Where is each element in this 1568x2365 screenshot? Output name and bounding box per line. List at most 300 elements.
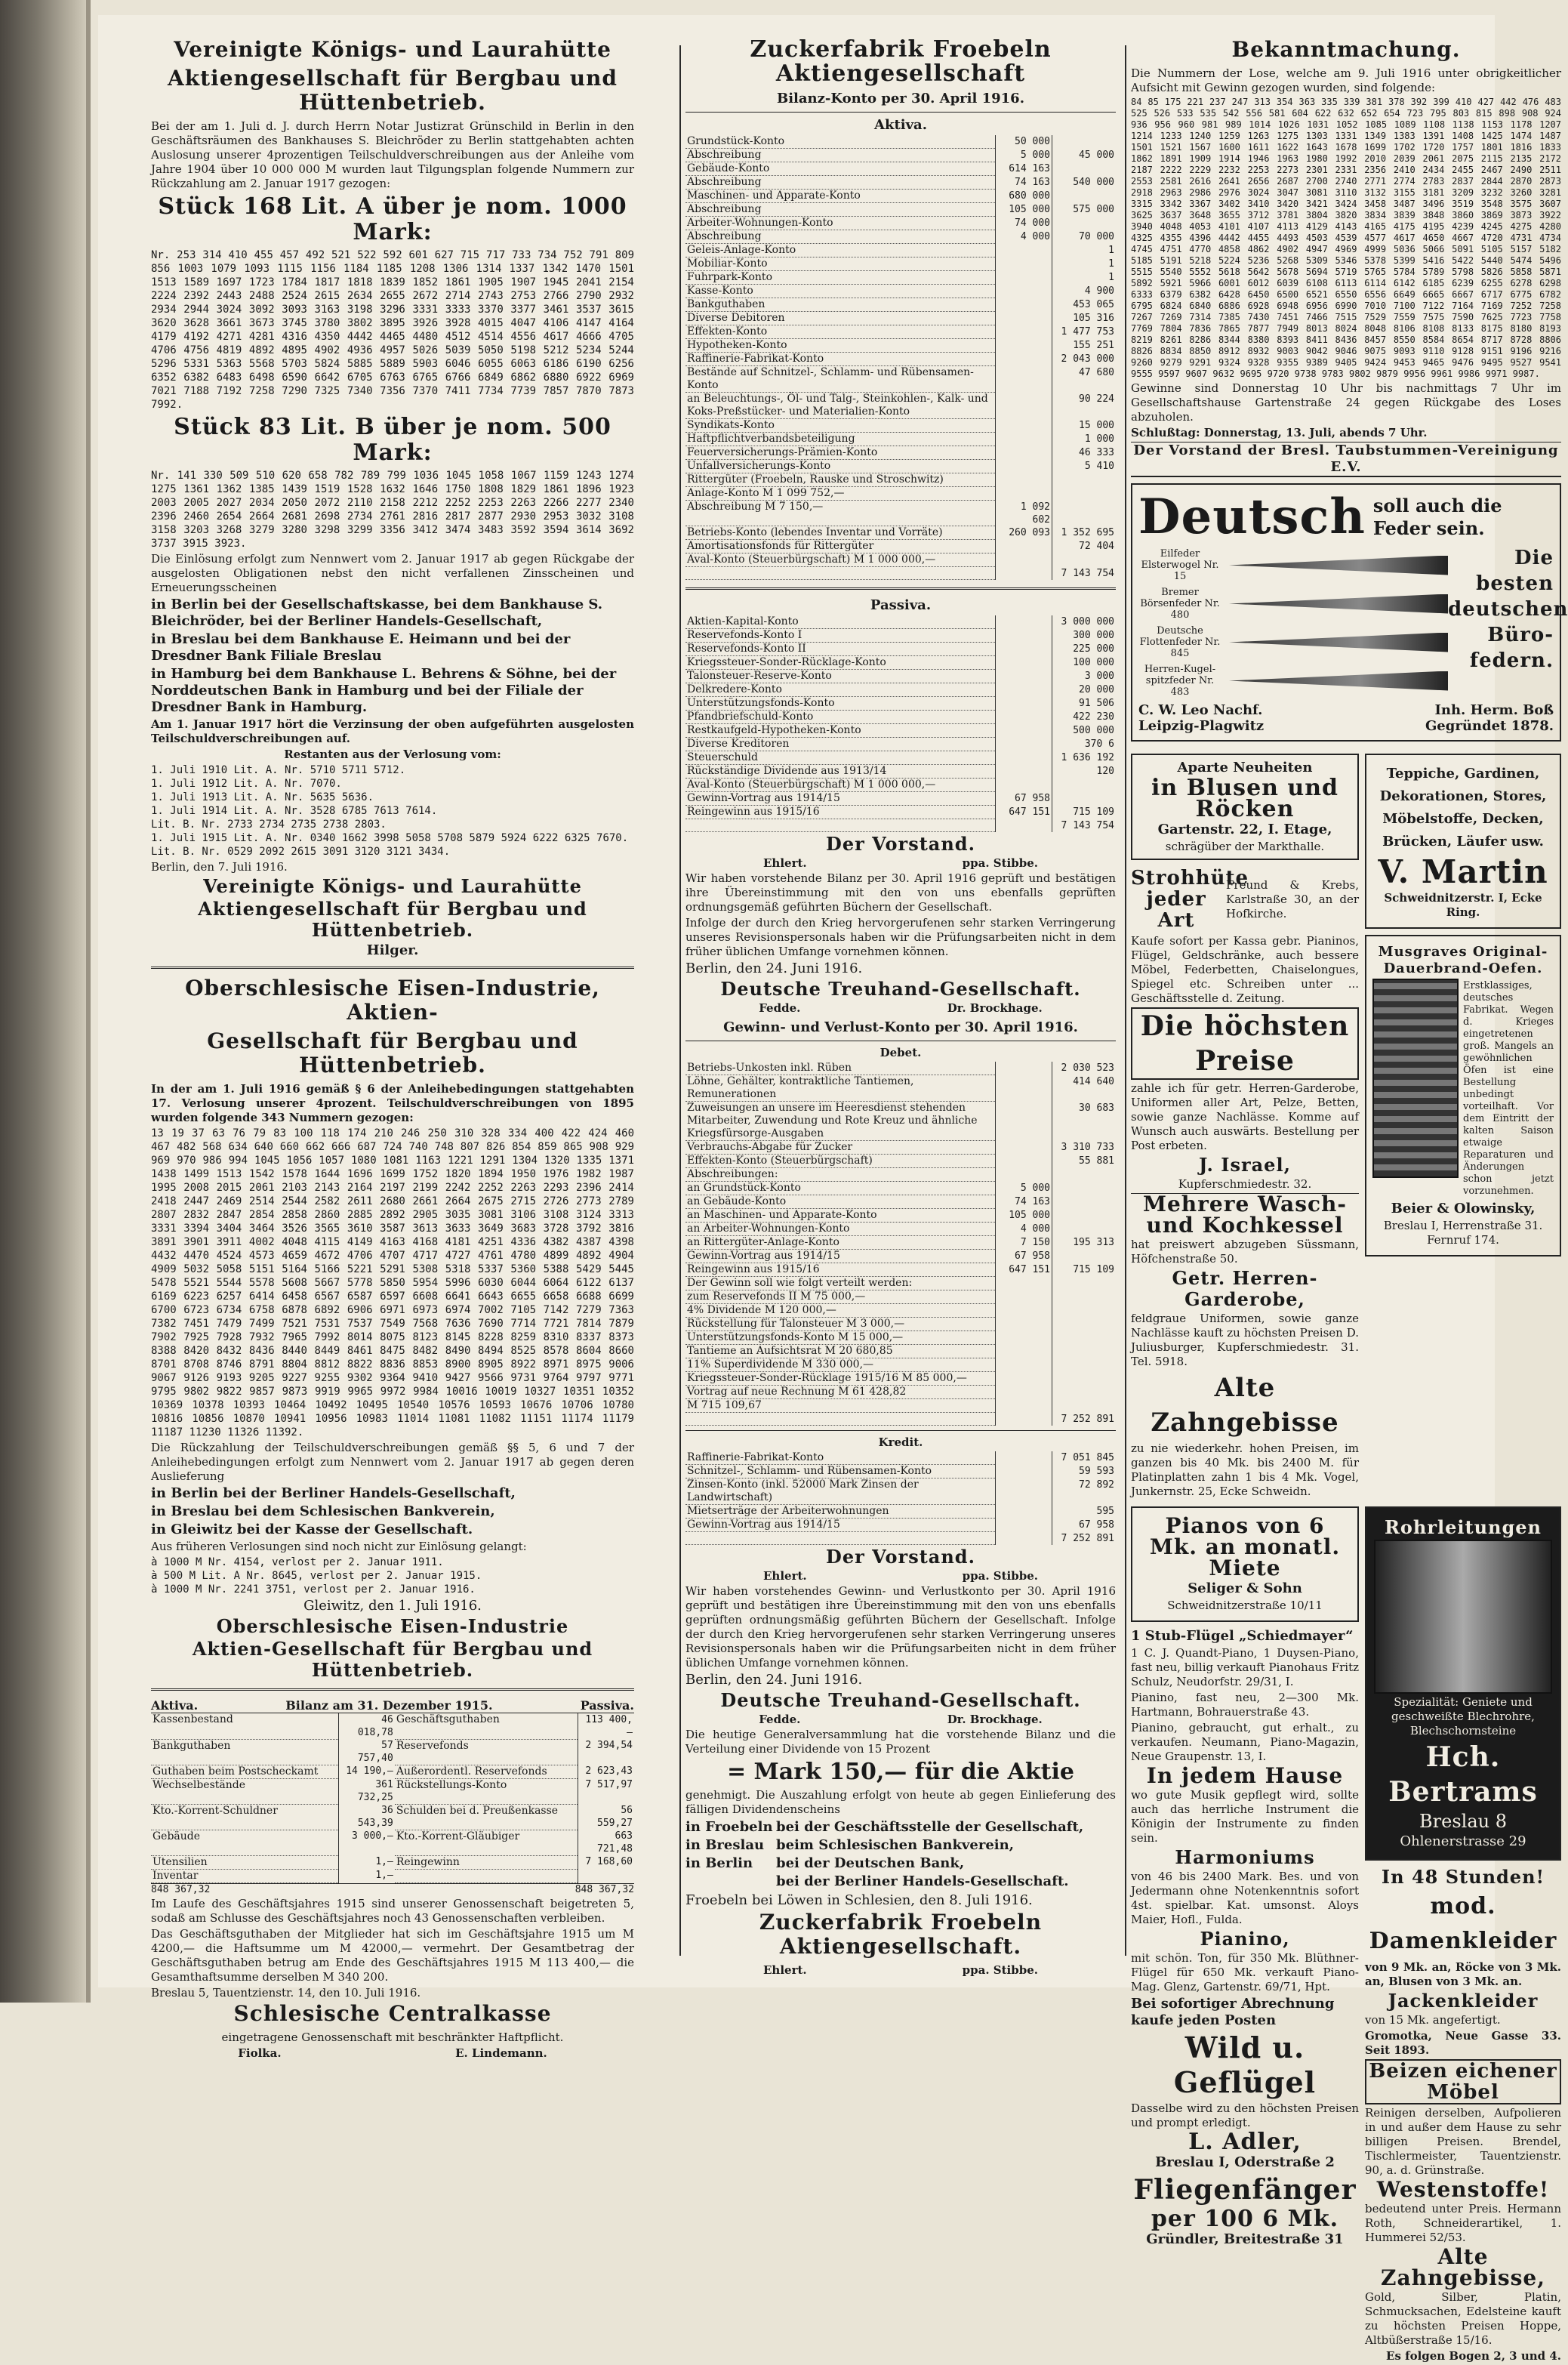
balance-left-value: 36 543,39 — [338, 1804, 395, 1830]
ledger-row — [685, 1223, 1116, 1236]
divider — [151, 1688, 634, 1691]
ledger-label: Unterstützungsfonds-Konto — [685, 697, 996, 711]
payout-city: in Breslau — [685, 1837, 765, 1853]
ad-text: Schweidnitzerstraße 10/11 — [1167, 1599, 1323, 1612]
ledger-total: 45 000 — [1052, 149, 1117, 162]
ledger-amount: 614 163 — [996, 162, 1052, 176]
ledger-row — [685, 724, 1116, 738]
audit-text: Wir haben vorstehende Bilanz per 30. April 1916 geprüft und bestätigen ihre Übereinstimmung mit den von uns ebenfalls geprüften ordnungsgemäß geführten Büchern der Gesellschaft. — [685, 871, 1116, 914]
ad-city: Breslau 8 — [1419, 1811, 1507, 1832]
book-binding — [0, 0, 91, 2003]
ledger-amount: 67 958 — [996, 1250, 1052, 1263]
ledger-label: 11% Superdividende M 330 000,— — [685, 1358, 996, 1372]
ad-text: Spezialität: Geniete und geschweißte Blechrohre, Blechschornsteine — [1391, 1695, 1535, 1738]
audit-text: Infolge der durch den Krieg hervorgerufenen sehr starken Verringerung unseres Revisionspersonals haben wir die Prüfungsarbeiten nicht in dem früher üblichen Umfange vornehmen können. — [685, 916, 1116, 958]
ledger-total — [1052, 1277, 1117, 1290]
ledger-row — [685, 670, 1116, 683]
ledger-row — [685, 244, 1116, 257]
ad-headline: Mehrere Wasch- und Kochkessel — [1131, 1193, 1359, 1236]
earlier-draw-line: à 500 M Lit. A Nr. 8645, verlost per 2. Januar 1915. — [151, 1570, 482, 1582]
ledger-amount — [996, 244, 1052, 257]
ledger-total: 55 881 — [1052, 1155, 1117, 1168]
balance-left-label: Guthaben beim Postscheckamt — [151, 1765, 338, 1778]
ledger-row — [685, 540, 1116, 553]
ad-text: hat preiswert abzugeben Süssmann, Höfchenstraße 50. — [1131, 1238, 1359, 1266]
auditor-name: Deutsche Treuhand-Gesellschaft. — [720, 978, 1081, 1000]
notice-title: Aktiengesellschaft für Bergbau und Hüttenbetrieb. — [168, 66, 618, 115]
balance-passiva-label: Passiva. — [580, 1698, 634, 1713]
balance-right-label: Kto.-Korrent-Gläubiger — [395, 1830, 578, 1855]
ad-carpets — [1365, 754, 1561, 929]
notice-oberschlesische — [151, 976, 634, 1681]
balance-subtitle: Bilanz-Konto per 30. April 1916. — [777, 91, 1024, 106]
column-rule — [679, 45, 681, 1956]
pen-label: Herren-Kugel-spitzfeder Nr. 483 — [1144, 664, 1216, 698]
audit-text: Wir haben vorstehendes Gewinn- und Verlustkonto per 30. April 1916 geprüft und bestätigen ihre Übereinstimmung mit den von uns ebenfalls geprüften ordnungsmäßig geführten Büchern der Gesellschaft. Infolge der durch den Krieg hervorgerufenen sehr starken Verringerung unseres Revisionspersonals haben wir die Prüfungsarbeiten nicht in dem früher üblichen Umfange vornehmen können. — [685, 1584, 1116, 1670]
ad-headline: Pianino, — [1200, 1928, 1290, 1950]
board-heading: Der Vorstand. — [826, 833, 975, 855]
ledger-row — [685, 1209, 1116, 1223]
pen-nib-icon — [1229, 671, 1448, 691]
divider — [685, 1430, 1116, 1431]
ledger-row — [685, 162, 1116, 176]
ledger-total — [1052, 1168, 1117, 1182]
balance-right-value: 113 400,— — [578, 1713, 635, 1739]
balance-left-label: Bankguthaben — [151, 1739, 338, 1765]
ledger-amount — [996, 419, 1052, 433]
ledger-label: Rittergüter (Froebeln, Rauske und Stroschwitz) — [685, 473, 996, 487]
notice-date: Gleiwitz, den 1. Juli 1916. — [303, 1598, 482, 1614]
ad-text: Gold, Silber, Platin, Schmucksachen, Edelsteine kauft zu höchsten Preisen Hoppe, Altbüßerstraße 15/16. — [1365, 2290, 1561, 2347]
ledger-label: Kasse-Konto — [685, 285, 996, 298]
notice-title: Vereinigte Königs- und Laurahütte — [174, 37, 611, 62]
report-text: Im Laufe des Geschäftsjahres 1915 sind unserer Genossenschaft beigetreten 5, sodaß am Schlusse des Geschäftsjahres noch 43 Genossenschaften verbleiben. — [151, 1896, 634, 1925]
ledger-total: 155 251 — [1052, 339, 1117, 353]
ledger-label: Reservefonds-Konto II — [685, 643, 996, 656]
ledger-amount — [996, 1141, 1052, 1155]
ledger-total: 70 000 — [1052, 230, 1117, 244]
ledger-total — [1052, 1182, 1117, 1195]
notice-title: Gesellschaft für Bergbau und Hüttenbetrieb. — [207, 1028, 578, 1078]
ad-company: Gromotka, Neue Gasse 33. Seit 1893. — [1365, 2029, 1561, 2057]
ad-text: 1 C. J. Quandt-Piano, 1 Duysen-Piano, fast neu, billig verkauft Pianohaus Fritz Schulz, Neudorfstr. 29/31, I. — [1131, 1646, 1360, 1688]
ledger-total: 422 230 — [1052, 711, 1117, 724]
ledger-label: Raffinerie-Fabrikat-Konto — [685, 353, 996, 366]
ledger-total: 575 000 — [1052, 203, 1117, 217]
ledger-total — [1052, 1209, 1117, 1223]
ad-headline: Alte Zahngebisse, — [1381, 2244, 1545, 2290]
ledger-total — [1052, 779, 1117, 792]
payment-location: in Berlin bei der Gesellschaftskasse, bei dem Bankhause S. Bleichröder, bei der Berliner Handels-Gesellschaft, — [151, 597, 603, 629]
balance-title: Bilanz am 31. Dezember 1915. — [285, 1698, 493, 1713]
ledger-label: zum Reservefonds II M 75 000,— — [685, 1290, 996, 1304]
ledger-amount — [996, 1372, 1052, 1386]
ledger-row — [685, 1413, 1116, 1426]
ledger-total: 105 316 — [1052, 312, 1117, 325]
ledger-amount — [996, 1465, 1052, 1479]
announcement-title: Bekanntmachung. — [1231, 37, 1461, 62]
ledger-label: Abschreibungen: — [685, 1168, 996, 1182]
passiva-table — [685, 615, 1116, 832]
ledger-total: 5 410 — [1052, 460, 1117, 473]
ad-headline: Westenstoffe! — [1376, 2177, 1550, 2202]
kredit-table — [685, 1451, 1116, 1545]
ledger-label: Bestände auf Schnitzel-, Schlamm- und Rübensamen-Konto — [685, 366, 996, 393]
ledger-amount — [996, 683, 1052, 697]
ledger-label: Vortrag auf neue Rechnung M 61 428,82 — [685, 1386, 996, 1399]
ledger-total: 715 109 — [1052, 806, 1117, 819]
ledger-label: an Gebäude-Konto — [685, 1195, 996, 1209]
ad-text: Bei sofortiger Abrechnung kaufe jeden Posten — [1131, 1996, 1335, 2028]
ledger-label — [685, 567, 996, 580]
ledger-total: 1 — [1052, 244, 1117, 257]
ledger-label: Delkredere-Konto — [685, 683, 996, 697]
ledger-total: 1 — [1052, 271, 1117, 285]
payout-city: in Berlin — [685, 1855, 753, 1871]
ad-company: C. W. Leo Nachf. — [1138, 702, 1263, 718]
ledger-label: Abschreibung — [685, 176, 996, 190]
ledger-amount: 4 000 — [996, 1223, 1052, 1236]
ad-headline: Die höchsten Preise — [1131, 1007, 1359, 1080]
auditor-name: Deutsche Treuhand-Gesellschaft. — [720, 1689, 1081, 1711]
ledger-total: 370 6 — [1052, 738, 1117, 751]
ledger-total: 540 000 — [1052, 176, 1117, 190]
ledger-total — [1052, 473, 1117, 487]
ledger-total: 30 683 — [1052, 1102, 1117, 1141]
ledger-amount — [996, 1399, 1052, 1413]
ledger-total: 7 143 754 — [1052, 819, 1117, 832]
ledger-amount — [996, 629, 1052, 643]
balance-right-label — [395, 1869, 578, 1882]
ledger-label: Gebäude-Konto — [685, 162, 996, 176]
pen-nib-icon — [1229, 594, 1448, 614]
ledger-amount — [996, 271, 1052, 285]
binding-edge — [86, 0, 91, 2003]
ad-headline: In jedem Hause — [1146, 1763, 1344, 1788]
balance-left-value: 57 757,40 — [338, 1739, 395, 1765]
signatory: Ehlert. — [763, 1963, 807, 1977]
ledger-row — [685, 806, 1116, 819]
ledger-label: Steuerschuld — [685, 751, 996, 765]
ad-headline: Getr. Herren-Garderobe, — [1172, 1267, 1318, 1310]
signatory: Fedde. — [759, 1001, 801, 1015]
ledger-row — [685, 738, 1116, 751]
ledger-amount — [996, 325, 1052, 339]
ad-text: Gründler, Breitestraße 31 — [1146, 2231, 1344, 2247]
signatory: Hilger. — [366, 942, 419, 958]
ledger-label: Betriebs-Unkosten inkl. Rüben — [685, 1062, 996, 1075]
ledger-amount — [996, 1386, 1052, 1399]
balance-right-label: Außerordentl. Reservefonds — [395, 1765, 578, 1778]
notice-date: Berlin, den 7. Juli 1916. — [151, 860, 288, 874]
pen-nib-icon — [1229, 556, 1448, 575]
ledger-row — [685, 1318, 1116, 1331]
ad-headline: Deutsch — [1138, 489, 1366, 545]
ad-headline: 1 Stub-Flügel „Schiedmayer“ — [1131, 1628, 1354, 1644]
notice-intro: Bei der am 1. Juli d. J. durch Herrn Notar Justizrat Grünschild in Berlin in den Geschäftsräumen des Bankhauses S. Bleichröder zu Berlin stattgehabten achten Auslosung unserer 4prozentigen Teilschuldverschreibungen aus der Anleihe vom Jahre 1904 über 10 000 000 M wurden laut Tilgungsplan folgende Nummern zur Rückzahlung am 2. Januar 1917 gezogen: — [151, 119, 634, 190]
ledger-total: 90 224 — [1052, 393, 1117, 419]
ledger-row — [685, 1479, 1116, 1505]
pen-label: Bremer Börsenfeder Nr. 480 — [1140, 587, 1220, 621]
ledger-total — [1052, 1250, 1117, 1263]
ledger-amount — [996, 298, 1052, 312]
ledger-label: Talonsteuer-Reserve-Konto — [685, 670, 996, 683]
ledger-total: 2 030 523 — [1052, 1062, 1117, 1075]
ledger-amount: 50 000 — [996, 135, 1052, 149]
ledger-row — [685, 656, 1116, 670]
ad-stoves — [1365, 935, 1561, 1257]
lot-heading: Stück 83 Lit. B über je nom. 500 Mark: — [174, 414, 611, 466]
payout-city: in Froebeln — [685, 1819, 773, 1835]
interest-note: Am 1. Januar 1917 hört die Verzinsung der oben aufgeführten ausgelosten Teilschuldverschreibungen auf. — [151, 717, 634, 745]
dividend-amount: = Mark 150,— für die Aktie — [726, 1759, 1075, 1785]
ledger-amount — [996, 393, 1052, 419]
ledger-amount — [996, 1451, 1052, 1465]
ledger-amount — [996, 1479, 1052, 1505]
ledger-amount — [996, 1277, 1052, 1290]
number-list: Nr. 141 330 509 510 620 658 782 789 799 1036 1045 1058 1067 1159 1243 1274 1275 1361 1362 1385 1439 1519 1528 1632 1646 1750 1808 1829 1861 1896 1923 2003 2005 2027 2034 2050 2072 2110 2158 2212 2252 2253 2263 2266 2277 2340 2396 2460 2654 2664 2681 2698 2734 2761 2816 2817 2877 2930 2953 3032 3108 3158 3203 3268 3279 3280 3298 3299 3356 3412 3474 3483 3592 3594 3614 3692 3737 3915 3923. — [151, 470, 634, 550]
ledger-amount — [996, 339, 1052, 353]
balance-right-label: Geschäftsguthaben — [395, 1713, 578, 1739]
ledger-row — [685, 325, 1116, 339]
ledger-label: Feuerversicherungs-Prämien-Konto — [685, 446, 996, 460]
ledger-total: 1 — [1052, 257, 1117, 271]
aktiva-heading: Aktiva. — [874, 117, 927, 133]
ledger-total: 47 680 — [1052, 366, 1117, 393]
ledger-row — [685, 366, 1116, 393]
number-list: Nr. 253 314 410 455 457 492 521 522 592 601 627 715 717 733 734 752 791 809 856 1003 1079 1093 1115 1156 1184 1185 1208 1306 1314 1337 1342 1470 1501 1513 1589 1697 1723 1784 1817 1818 1839 1852 1861 1905 1907 1945 2041 2154 2224 2392 2443 2488 2524 2615 2634 2655 2672 2714 2743 2753 2766 2790 2932 2934 2944 3024 3092 3093 3163 3198 3296 3331 3333 3370 3377 3461 3537 3615 3620 3628 3661 3673 3745 3780 3802 3895 3926 3928 4015 4047 4106 4147 4164 4179 4192 4271 4281 4316 4350 4442 4465 4480 4512 4514 4556 4617 4666 4705 4706 4756 4819 4892 4895 4902 4936 4957 5026 5039 5050 5198 5212 5234 5244 5296 5331 5363 5568 5703 5824 5885 5889 5903 6046 6055 6063 6186 6190 6256 6352 6382 6483 6498 6590 6642 6705 6763 6765 6766 6849 6862 6880 6922 6969 7021 7188 7192 7258 7290 7325 7340 7356 7370 7411 7734 7739 7857 7870 7873 7992. — [151, 249, 634, 411]
ledger-label: Diverse Debitoren — [685, 312, 996, 325]
ledger-total — [1052, 487, 1117, 501]
ledger-row — [685, 1372, 1116, 1386]
ad-headline: Beizen eichener Möbel — [1365, 2059, 1561, 2104]
ledger-amount — [996, 433, 1052, 446]
ledger-row — [685, 501, 1116, 526]
ad-address: Ohlenerstrasse 29 — [1400, 1833, 1526, 1849]
ledger-amount — [996, 366, 1052, 393]
pen-item — [1138, 587, 1448, 621]
ledger-amount — [996, 1345, 1052, 1358]
payment-location: in Breslau bei dem Schlesischen Bankverein, — [151, 1503, 495, 1519]
ledger-amount — [996, 697, 1052, 711]
ledger-total — [1052, 553, 1117, 567]
ad-text: Schweidnitzerstr. I, Ecke Ring. — [1384, 891, 1542, 919]
ledger-label — [685, 819, 996, 832]
notice-koenigs-laurahuette — [151, 38, 634, 959]
ledger-amount: 74 163 — [996, 176, 1052, 190]
balance-left-value: 361 732,25 — [338, 1778, 395, 1804]
signatory: Dr. Brockhage. — [947, 1001, 1043, 1015]
ledger-total — [1052, 1386, 1117, 1399]
ledger-label: Mobiliar-Konto — [685, 257, 996, 271]
ledger-label: Effekten-Konto — [685, 325, 996, 339]
ledger-total — [1052, 1372, 1117, 1386]
ledger-amount — [996, 285, 1052, 298]
pipe-illustration — [1374, 1540, 1552, 1694]
ledger-label: Diverse Kreditoren — [685, 738, 996, 751]
ledger-row — [685, 1155, 1116, 1168]
ledger-amount — [996, 567, 1052, 580]
ledger-label: an Grundstück-Konto — [685, 1182, 996, 1195]
dividend-text: genehmigt. Die Auszahlung erfolgt von heute ab gegen Einlieferung des fälligen Dividendenscheins — [685, 1788, 1116, 1816]
ledger-total: 59 593 — [1052, 1465, 1117, 1479]
ledger-total: 715 109 — [1052, 1263, 1117, 1277]
ledger-amount — [996, 487, 1052, 501]
ledger-label: Abschreibung — [685, 203, 996, 217]
remnants-heading: Restanten aus der Verlosung vom: — [284, 748, 501, 761]
ad-tagline: soll auch die Feder sein. — [1372, 495, 1502, 539]
number-list: 13 19 37 63 76 79 83 100 118 174 210 246 250 310 328 334 400 422 424 460 467 482 568 634 640 660 662 666 687 724 740 748 807 826 854 859 865 908 929 969 970 986 994 1045 1056 1057 1080 1081 1163 1221 1291 1304 1320 1335 1371 1438 1499 1513 1542 1578 1644 1696 1699 1752 1820 1894 1950 1976 1982 1987 1995 2008 2015 2061 2103 2143 2164 2197 2199 2242 2252 2263 2293 2396 2414 2418 2447 2469 2514 2544 2582 2611 2680 2661 2664 2675 2715 2726 2773 2789 2807 2832 2847 2854 2858 2860 2885 2892 2905 3035 3081 3106 3108 3124 3313 3331 3394 3404 3464 3526 3565 3610 3587 3613 3633 3649 3683 3728 3792 3816 3891 3901 3911 4002 4048 4115 4149 4163 4168 4181 4251 4336 4382 4387 4398 4432 4470 4524 4573 4659 4672 4706 4707 4717 4727 4761 4780 4899 4892 4904 4909 5032 5058 5151 5164 5166 5221 5291 5308 5318 5337 5360 5388 5429 5445 5478 5521 5544 5578 5608 5667 5778 5850 5954 5996 6030 6044 6064 6122 6137 6169 6223 6257 6414 6458 6567 6587 6597 6608 6641 6643 6655 6658 6688 6699 6700 6723 6734 6758 6878 6892 6906 6971 6973 6974 7002 7105 7142 7279 7363 7382 7451 7479 7499 7521 7531 7537 7549 7568 7636 7690 7714 7721 7814 7879 7902 7925 7928 7932 7965 7992 8014 8075 8123 8145 8228 8259 8310 8337 8373 8388 8420 8432 8436 8440 8449 8461 8475 8482 8490 8494 8525 8578 8604 8660 8701 8708 8746 8791 8804 8812 8822 8836 8853 8900 8905 8922 8971 8975 9006 9067 9126 9193 9205 9227 9255 9302 9364 9410 9427 9566 9731 9764 9797 9771 9795 9802 9822 9857 9873 9919 9965 9972 9984 10016 10019 10327 10351 10352 10369 10378 10393 10464 10492 10495 10540 10576 10593 10676 10706 10780 10816 10856 10870 10941 10956 10983 11014 11081 11082 11151 11174 11179 11187 11230 11326 11392. — [151, 1127, 634, 1438]
payment-location: in Breslau bei dem Bankhause E. Heimann und bei der Dresdner Bank Filiale Breslau — [151, 631, 571, 664]
ad-headline: Wild u. Geflügel — [1173, 2030, 1317, 2099]
ledger-row — [685, 312, 1116, 325]
notice-date: Breslau 5, Tauentzienstr. 14, den 10. Juli 1916. — [151, 1985, 421, 2000]
ad-price: per 100 6 Mk. — [1151, 2206, 1339, 2232]
ledger-row — [685, 230, 1116, 244]
balance-right-value: 2 394,54 — [578, 1739, 635, 1765]
pen-nib-icon — [1229, 633, 1448, 652]
balance-aktiva-label: Aktiva. — [151, 1698, 199, 1713]
ledger-total: 3 310 733 — [1052, 1141, 1117, 1155]
ledger-total — [1052, 190, 1117, 203]
ledger-row — [685, 1519, 1116, 1532]
ledger-total: 91 506 — [1052, 697, 1117, 711]
passiva-heading: Passiva. — [870, 597, 932, 613]
ledger-row — [685, 765, 1116, 779]
ad-blouses — [1131, 754, 1359, 860]
pen-item — [1138, 548, 1448, 582]
ledger-row — [685, 779, 1116, 792]
balance-right-label: Schulden bei d. Preußenkasse — [395, 1804, 578, 1830]
ledger-total: 595 — [1052, 1505, 1117, 1519]
ledger-label: Bankguthaben — [685, 298, 996, 312]
column-rule — [1125, 45, 1126, 1956]
earlier-draw-line: à 1000 M Nr. 4154, verlost per 2. Januar 1911. — [151, 1556, 444, 1568]
ad-headline: Alte Zahngebisse — [1151, 1373, 1339, 1438]
remnant-line: Lit. B. Nr. 0529 2092 2615 3091 3120 3121 3434. — [151, 846, 451, 858]
payout-place: bei der Deutschen Bank, — [776, 1855, 965, 1871]
balance-row — [151, 1830, 634, 1855]
ledger-total — [1052, 1358, 1117, 1372]
ledger-total: 20 000 — [1052, 683, 1117, 697]
ledger-label: Rückständige Dividende aus 1913/14 — [685, 765, 996, 779]
pen-item — [1138, 625, 1448, 659]
ledger-row — [685, 419, 1116, 433]
ledger-label: Zinsen-Konto (inkl. 52000 Mark Zinsen der Landwirtschaft) — [685, 1479, 996, 1505]
ledger-total: 2 043 000 — [1052, 353, 1117, 366]
ledger-amount — [996, 553, 1052, 567]
ad-text: von 9 Mk. an, Röcke von 3 Mk. an, Blusen von 3 Mk. an. — [1365, 1960, 1561, 1988]
ad-pen-feathers — [1131, 483, 1568, 742]
ledger-label — [685, 1532, 996, 1545]
ledger-row — [685, 393, 1116, 419]
signatory: Ehlert. — [763, 1569, 807, 1583]
ledger-label: Effekten-Konto (Steuerbürgschaft) — [685, 1155, 996, 1168]
dividend-text: Die heutige Generalversammlung hat die vorstehende Bilanz und die Verteilung einer Dividende von 15 Prozent — [685, 1728, 1116, 1756]
ledger-row — [685, 1182, 1116, 1195]
announcement-deadline: Schlußtag: Donnerstag, 13. Juli, abends 7 Uhr. — [1131, 426, 1428, 439]
ledger-total — [1052, 1331, 1117, 1345]
ledger-label: Hypotheken-Konto — [685, 339, 996, 353]
ad-text: Dasselbe wird zu den höchsten Preisen und prompt erledigt. — [1131, 2101, 1359, 2129]
ledger-row — [685, 643, 1116, 656]
ledger-row — [685, 339, 1116, 353]
ledger-amount: 260 093 — [996, 526, 1052, 540]
ledger-label: Aval-Konto (Steuerbürgschaft) M 1 000 000,— — [685, 553, 996, 567]
balance-row — [151, 1713, 634, 1739]
ledger-amount — [996, 1318, 1052, 1331]
divider — [151, 967, 634, 969]
notice-signature-sub: eingetragene Genossenschaft mit beschränkter Haftpflicht. — [221, 2030, 564, 2044]
notice-signature: Vereinigte Königs- und Laurahütte — [203, 875, 582, 897]
balance-left-value: 3 000,— — [338, 1830, 395, 1855]
ledger-amount — [996, 312, 1052, 325]
ad-company: L. Adler, — [1188, 2129, 1302, 2155]
ledger-amount: 5 000 — [996, 1182, 1052, 1195]
ledger-amount: 680 000 — [996, 190, 1052, 203]
ledger-total: 195 313 — [1052, 1236, 1117, 1250]
payment-location: in Hamburg bei dem Bankhause L. Behrens & Söhne, bei der Norddeutschen Bank in Hamburg und bei der Filiale der Dresdner Bank in Hamburg. — [151, 666, 617, 715]
ad-text: Pianino, gebraucht, gut erhalt., zu verkaufen. Neumann, Piano-Magazin, Neue Graupenstr. 13, I. — [1131, 1721, 1359, 1763]
pen-item — [1138, 664, 1448, 698]
ledger-label: Pfandbriefschuld-Konto — [685, 711, 996, 724]
remnant-line: 1. Juli 1914 Lit. A. Nr. 3528 6785 7613 7614. — [151, 805, 438, 817]
ledger-label: an Beleuchtungs-, Öl- und Talg-, Steinkohlen-, Kalk- und Koks-Preßstücker- und Materialien-Konto — [685, 393, 996, 419]
notice-title: Oberschlesische Eisen-Industrie, Aktien- — [185, 976, 600, 1025]
debet-table — [685, 1062, 1116, 1426]
ledger-amount: 74 000 — [996, 217, 1052, 230]
ad-text: Reinigen derselben, Aufpolieren in und außer dem Hause zu sehr billigen Preisen. Brendel, Tischlermeister, Tauentzienstr. 90, a. d. Grünstraße. — [1365, 2106, 1561, 2177]
ad-text: Teppiche, Gardinen, Dekorationen, Stores, Möbelstoffe, Decken, Brücken, Läufer usw. — [1379, 766, 1547, 849]
ledger-amount — [996, 724, 1052, 738]
continuation-note: Es folgen Bogen 2, 3 und 4. — [1386, 2349, 1561, 2363]
ledger-label: Rückstellung für Talonsteuer M 3 000,— — [685, 1318, 996, 1331]
notice-centralkasse — [151, 1698, 634, 2060]
ledger-row — [685, 711, 1116, 724]
ledger-amount: 7 150 — [996, 1236, 1052, 1250]
ad-headline: J. Israel, — [1199, 1154, 1291, 1176]
ledger-label: Abschreibung — [685, 149, 996, 162]
signatory: ppa. Stibbe. — [962, 1569, 1038, 1583]
ledger-total: 1 636 192 — [1052, 751, 1117, 765]
ad-text: zahle ich für getr. Herren-Garderobe, Uniformen aller Art, Pelze, Betten, sowie ganze Nachlässe. Komme auf Wunsch auch auswärts. Bestellung per Post erbeten. — [1131, 1081, 1359, 1152]
ledger-amount — [996, 1304, 1052, 1318]
ad-text: Kupferschmiedestr. 32. — [1178, 1177, 1312, 1191]
ad-headline: in Blusen und Röcken — [1151, 775, 1339, 822]
ad-text: Breslau I, Oderstraße 2 — [1155, 2154, 1335, 2170]
ledger-total — [1052, 501, 1117, 526]
ledger-label: Grundstück-Konto — [685, 135, 996, 149]
ad-location: Leipzig-Plagwitz — [1138, 718, 1265, 734]
ledger-amount — [996, 738, 1052, 751]
ledger-amount: 647 151 — [996, 806, 1052, 819]
ledger-amount: 105 000 — [996, 1209, 1052, 1223]
ledger-total: 3 000 — [1052, 670, 1117, 683]
ad-headline: Harmoniums — [1175, 1846, 1315, 1868]
ad-text: Gartenstr. 22, I. Etage, — [1157, 822, 1332, 837]
ledger-row — [685, 1331, 1116, 1345]
gv-title: Gewinn- und Verlust-Konto per 30. April 1916. — [723, 1019, 1078, 1035]
ledger-label: Geleis-Anlage-Konto — [685, 244, 996, 257]
balance-row — [151, 1765, 634, 1778]
ledger-row — [685, 298, 1116, 312]
balance-total-right: 848 367,32 — [575, 1883, 634, 1895]
balance-left-value: 46 018,78 — [338, 1713, 395, 1739]
ledger-label: Maschinen- und Apparate-Konto — [685, 190, 996, 203]
ledger-row — [685, 285, 1116, 298]
ledger-row — [685, 1358, 1116, 1372]
ledger-row — [685, 1075, 1116, 1102]
